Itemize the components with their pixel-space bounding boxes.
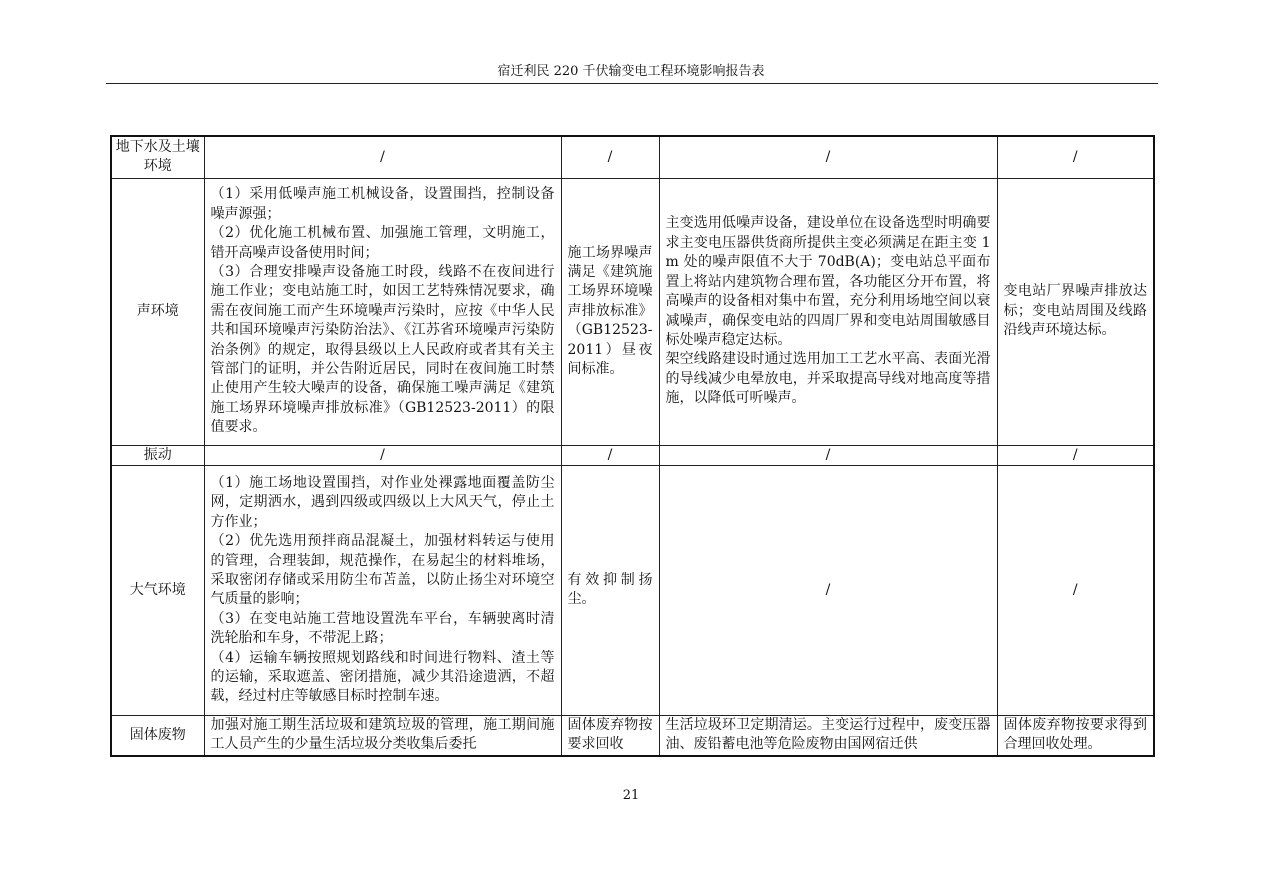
measure-paragraph: （3）在变电站施工营地设置洗车平台，车辆驶离时清洗轮胎和车身，不带泥上路；	[210, 610, 555, 647]
operation-effect-cell: 变电站厂界噪声排放达标；变电站周围及线路沿线声环境达标。	[997, 178, 1154, 445]
header-divider	[106, 83, 1158, 84]
factor-cell: 地下水及土壤环境	[111, 136, 204, 178]
table-row-groundwater-soil	[111, 136, 1154, 178]
table-row-acoustic	[111, 178, 1154, 445]
construction-effect-cell: /	[561, 445, 659, 465]
table-row-atmosphere	[111, 465, 1154, 715]
table-row-solid-waste	[111, 715, 1154, 755]
construction-effect-cell: 施工场界噪声满足《建筑施工场界环境噪声排放标准》（GB12523-2011）昼夜间标准。	[561, 178, 659, 445]
factor-cell: 大气环境	[111, 465, 204, 715]
measure-paragraph: （2）优化施工机械布置、加强施工管理，文明施工，错开高噪声设备使用时间；	[210, 225, 555, 261]
operation-measures-cell: /	[659, 136, 997, 178]
operation-measures-cell: /	[659, 465, 997, 715]
page-header-title: 宿迁利民 220 千伏输变电工程环境影响报告表	[497, 64, 765, 79]
table-row-vibration	[111, 445, 1154, 465]
measure-paragraph: （3）合理安排噪声设备施工时段，线路不在夜间进行施工作业；变电站施工时，如因工艺特殊情况要求，确需在夜间施工而产生环境噪声污染时，应按《中华人民共和国环境噪声污染防治法》、《江苏省环境噪声污染防治条例》的规定，取得县级以上人民政府或者其有关主管部门的证明，并公告附近居民，同时在夜间施工时禁止使用产生较大噪声的设备，确保施工噪声满足《建筑施工场界环境噪声排放标准》（GB12523-2011）的限值要求。	[210, 263, 555, 436]
operation-effect-cell: 固体废弃物按要求得到合理回收处理。	[997, 715, 1154, 755]
factor-cell: 声环境	[111, 178, 204, 445]
operation-effect-cell: /	[997, 136, 1154, 178]
construction-measures-cell	[204, 178, 561, 445]
measure-paragraph: 架空线路建设时通过选用加工工艺水平高、表面光滑的导线减少电晕放电，并采取提高导线对地高度等措施，以降低可听噪声。	[665, 351, 991, 407]
environmental-measures-table	[110, 135, 1155, 757]
construction-measures-cell: /	[204, 445, 561, 465]
measure-paragraph: （4）运输车辆按照规划路线和时间进行物料、渣土等的运输，采取遮盖、密闭措施，减少其沿途遗洒，不超载，经过村庄等敏感目标时控制车速。	[210, 649, 555, 705]
operation-measures-cell: /	[659, 445, 997, 465]
operation-effect-cell: /	[997, 465, 1154, 715]
construction-measures-cell: 加强对施工期生活垃圾和建筑垃圾的管理，施工期间施工人员产生的少量生活垃圾分类收集后委托	[204, 715, 561, 755]
measure-paragraph: （1）采用低噪声施工机械设备，设置围挡，控制设备噪声源强；	[210, 186, 555, 222]
construction-effect-cell: 有效抑制扬尘。	[561, 465, 659, 715]
construction-effect-cell: /	[561, 136, 659, 178]
factor-cell: 振动	[111, 445, 204, 465]
measure-paragraph: （2）优先选用预拌商品混凝土，加强材料转运与使用的管理，合理装卸，规范操作，在易起尘的材料堆场，采取密闭存储或采用防尘布苫盖，以防止扬尘对环境空气质量的影响；	[210, 533, 555, 608]
operation-measures-cell	[659, 178, 997, 445]
measure-paragraph: （1）施工场地设置围挡，对作业处裸露地面覆盖防尘网，定期洒水，遇到四级或四级以上大风天气，停止土方作业；	[210, 474, 555, 530]
construction-measures-cell	[204, 465, 561, 715]
construction-effect-cell: 固体废弃物按要求回收	[561, 715, 659, 755]
factor-cell: 固体废物	[111, 715, 204, 755]
construction-measures-cell: /	[204, 136, 561, 178]
operation-measures-cell: 生活垃圾环卫定期清运。主变运行过程中，废变压器油、废铅蓄电池等危险废物由国网宿迁供	[659, 715, 997, 755]
operation-effect-cell: /	[997, 445, 1154, 465]
measure-paragraph: 主变选用低噪声设备，建设单位在设备选型时明确要求主变电压器供货商所提供主变必须满足在距主变 1m 处的噪声限值不大于 70dB(A)；变电站总平面布置上将站内建筑物合理布置，各功能区分开布置，将高噪声的设备相对集中布置，充分利用场地空间以衰减噪声，确保变电站的四周厂界和变电站周围敏感目标处噪声稳定达标。	[665, 215, 991, 348]
page-number: 21	[622, 788, 640, 803]
